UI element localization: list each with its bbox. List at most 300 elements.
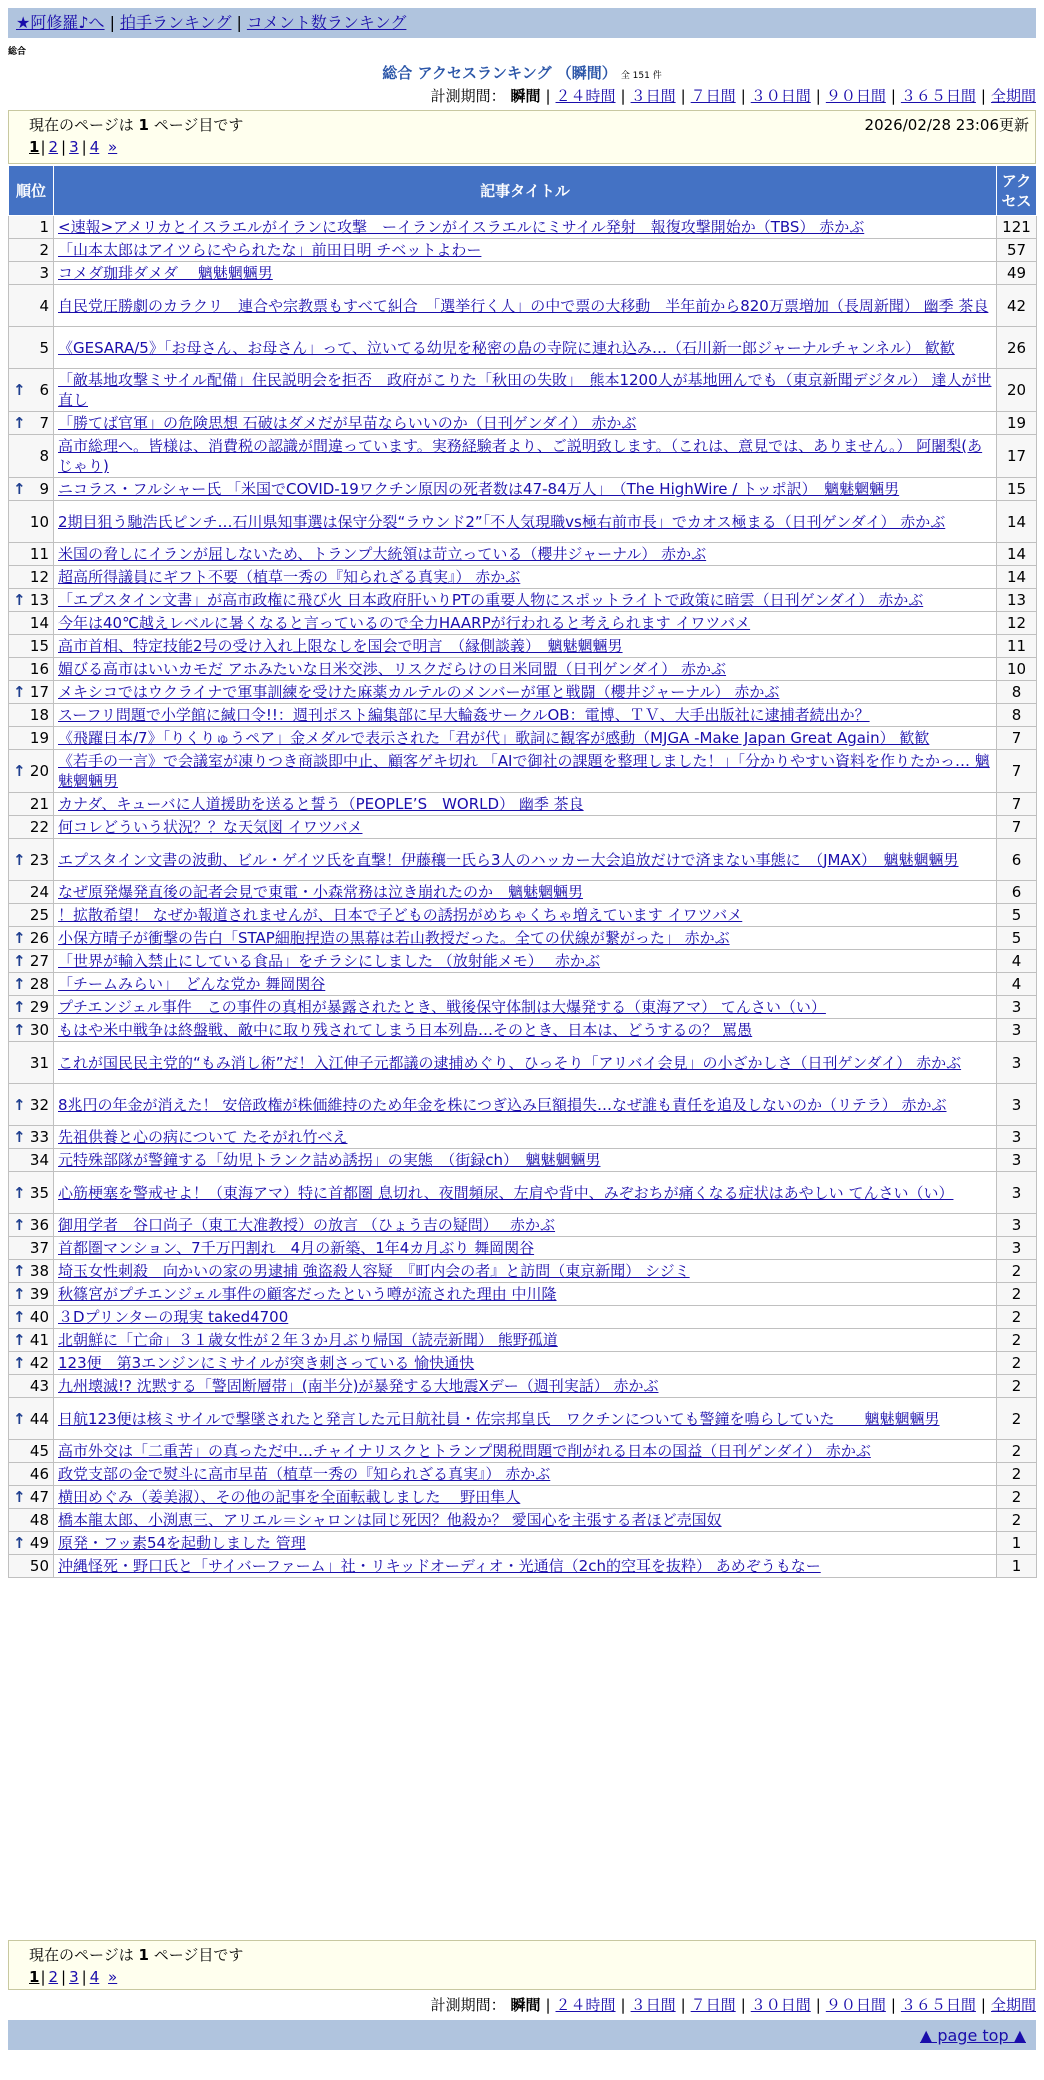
article-title-link[interactable]: ！拡散希望！ なぜか報道されませんが、日本で子どもの誘拐がめちゃくちゃ増えています イワツバメ [58, 906, 743, 924]
rank-number: 50 [29, 1557, 49, 1575]
table-row [9, 635, 1037, 658]
table-row [9, 881, 1037, 904]
rank-cell [9, 478, 54, 501]
rank-cell [9, 1352, 54, 1375]
article-title-link[interactable]: 「山本太郎はアイツらにやられたな」前田日明 チベットよわー [58, 241, 482, 259]
rank-column-header: 順位 [9, 166, 54, 216]
access-count: 2 [997, 1375, 1037, 1398]
title-cell [54, 501, 997, 543]
table-row [9, 1486, 1037, 1509]
rank-number: 41 [29, 1331, 49, 1349]
title-cell [54, 478, 997, 501]
access-count: 4 [997, 950, 1037, 973]
article-title-link[interactable]: 《GESARA/5》「お母さん、お母さん」って、泣いてる幼児を秘密の島の寺院に連れ込み…（石川新一郎ジャーナルチャンネル） 歓歓 [58, 338, 955, 357]
period-30d-link[interactable]: ３０日間 [750, 1996, 811, 2014]
updated-timestamp: 2026/02/28 23:06更新 [864, 116, 1029, 134]
table-row [9, 1306, 1037, 1329]
rank-cell [9, 1329, 54, 1352]
page-info-bottom [8, 1940, 1036, 1990]
article-title-link[interactable]: スーフリ問題で小学館に緘口令!!：週刊ポスト編集部に早大輪姦サークルOB：電博、ＴＶ、大手出版社に逮捕者続出か？ [58, 706, 870, 724]
title-cell [54, 704, 997, 727]
article-title-link[interactable]: 北朝鮮に「亡命」３１歳女性が２年３か月ぶり帰国（読売新聞） 熊野孤道 [58, 1331, 558, 1349]
up-arrow-icon: ↑ [13, 591, 26, 609]
pager-page-2[interactable]: 2 [48, 1968, 59, 1986]
rank-cell [9, 816, 54, 839]
access-count: 4 [997, 973, 1037, 996]
rank-number: 33 [29, 1128, 49, 1146]
title-cell [54, 216, 997, 239]
article-title-link[interactable]: 「チームみらい」 どんな党か 舞岡関谷 [58, 975, 326, 993]
article-title-link[interactable]: 《若手の一言》で会議室が凍りつき商談即中止、顧客ゲキ切れ 「AIで御社の課題を整理しました！」「分かりやすい資料を作りたかっ… 魑魅魍魎男 [58, 752, 990, 790]
rank-number: 37 [29, 1239, 49, 1257]
article-title-link[interactable]: 何コレどういう状況？？な天気図 イワツバメ [58, 818, 363, 836]
access-count: 10 [997, 658, 1037, 681]
rank-number: 12 [29, 568, 49, 586]
rank-cell [9, 927, 54, 950]
rank-number: 38 [29, 1262, 49, 1280]
table-row [9, 1463, 1037, 1486]
rank-number: 22 [29, 818, 49, 836]
rank-cell [9, 635, 54, 658]
table-row [9, 727, 1037, 750]
table-row [9, 1398, 1037, 1440]
rank-cell [9, 262, 54, 285]
up-arrow-icon: ↑ [13, 850, 26, 869]
title-cell [54, 1440, 997, 1463]
table-row [9, 704, 1037, 727]
title-cell [54, 1260, 997, 1283]
table-row [9, 1149, 1037, 1172]
rank-number: 47 [29, 1488, 49, 1506]
ranking-table [8, 165, 1037, 1578]
access-count: 57 [997, 239, 1037, 262]
title-cell [54, 589, 997, 612]
table-row [9, 543, 1037, 566]
title-cell [54, 635, 997, 658]
access-count: 3 [997, 996, 1037, 1019]
period-24h-link[interactable]: ２４時間 [555, 1996, 616, 2014]
title-cell [54, 1329, 997, 1352]
access-count: 7 [997, 750, 1037, 793]
article-title-link[interactable]: 米国の脅しにイランが屈しないため、トランプ大統領は苛立っている（櫻井ジャーナル） 赤かぶ [58, 545, 707, 563]
page-info-top [8, 110, 1036, 164]
table-row [9, 750, 1037, 793]
access-column-header: アクセス [997, 166, 1037, 216]
table-row [9, 1509, 1037, 1532]
title-cell [54, 1398, 997, 1440]
rank-cell [9, 839, 54, 881]
rank-number: 9 [39, 480, 49, 498]
rank-number: 39 [29, 1285, 49, 1303]
article-title-link[interactable]: 8兆円の年金が消えた！ 安倍政権が株価維持のため年金を株につぎ込み巨額損失…なぜ誰も責任を追及しないのか（リテラ） 赤かぶ [58, 1095, 947, 1114]
article-title-link[interactable]: メキシコではウクライナで軍事訓練を受けた麻薬カルテルのメンバーが軍と戦闘（櫻井ジャーナル） 赤かぶ [58, 683, 780, 701]
pager-page-3[interactable]: 3 [69, 138, 79, 156]
rank-number: 8 [39, 447, 49, 465]
access-count: 42 [997, 285, 1037, 327]
period-3d-link[interactable]: ３日間 [630, 1996, 676, 2014]
period-selector-bottom: 計測期間： 瞬間 | ２４時間 | ３日間 | ７日間 | ３０日間 | ９０日間 | ３６５日間 | 全期間 [430, 1996, 1036, 2014]
access-count: 26 [997, 327, 1037, 369]
access-count: 7 [997, 816, 1037, 839]
pager-page-3[interactable]: 3 [69, 1968, 79, 1986]
table-row [9, 793, 1037, 816]
pager-page-4[interactable]: 4 [89, 1968, 100, 1986]
article-title-link[interactable]: 高市外交は「二重苦」の真っただ中…チャイナリスクとトランプ関税問題で削がれる日本の国益（日刊ゲンダイ） 赤かぶ [58, 1442, 871, 1460]
rank-number: 5 [39, 338, 49, 357]
rank-cell [9, 793, 54, 816]
period-365d-link[interactable]: ３６５日間 [900, 1996, 976, 2014]
title-cell [54, 1283, 997, 1306]
article-title-link[interactable]: <速報>アメリカとイスラエルがイランに攻撃 ーイランがイスラエルにミサイル発射 報復攻撃開始か（TBS） 赤かぶ [58, 218, 865, 236]
article-title-link[interactable]: 御用学者 谷口尚子（東工大准教授）の放言 （ひょう吉の疑問） 赤かぶ [58, 1216, 556, 1234]
access-count: 14 [997, 501, 1037, 543]
up-arrow-icon: ↑ [13, 414, 26, 432]
table-row [9, 1260, 1037, 1283]
pager-page-2[interactable]: 2 [48, 138, 59, 156]
article-title-link[interactable]: コメダ珈琲ダメダ 魑魅魍魎男 [58, 264, 273, 282]
article-title-link[interactable]: なぜ原発爆発直後の記者会見で東電・小森常務は泣き崩れたのか 魑魅魍魎男 [58, 883, 584, 901]
rank-cell [9, 727, 54, 750]
up-arrow-icon: ↑ [13, 998, 26, 1016]
table-row [9, 216, 1037, 239]
rank-cell [9, 239, 54, 262]
article-title-link[interactable]: ３Dプリンターの現実 taked4700 [58, 1308, 289, 1326]
rank-number: 16 [29, 660, 49, 678]
rank-number: 15 [29, 637, 49, 655]
rank-cell [9, 589, 54, 612]
article-title-link[interactable]: 日航123便は核ミサイルで撃墜されたと発言した元日航社員・佐宗邦皇氏 ワクチンについても警鐘を鳴らしていた 魑魅魍魎男 [58, 1409, 940, 1428]
article-title-link[interactable]: 超高所得議員にギフト不要（植草一秀の『知られざる真実』） 赤かぶ [58, 568, 521, 586]
period-90d-link[interactable]: ９０日間 [825, 87, 886, 105]
period-label: 計測期間： [430, 87, 506, 105]
rank-number: 18 [29, 706, 49, 724]
period-90d-link[interactable]: ９０日間 [825, 1996, 886, 2014]
period-365d-link[interactable]: ３６５日間 [900, 87, 976, 105]
rank-number: 30 [29, 1021, 49, 1039]
rank-cell [9, 1260, 54, 1283]
access-count: 5 [997, 904, 1037, 927]
period-3d-link[interactable]: ３日間 [630, 87, 676, 105]
pager-bottom: 1| 2 | 3 | 4 » [29, 1968, 118, 1986]
up-arrow-icon: ↑ [13, 1409, 26, 1428]
rank-cell [9, 1042, 54, 1084]
article-title-link[interactable]: 先祖供養と心の病について たそがれ竹べえ [58, 1128, 348, 1146]
table-row [9, 412, 1037, 435]
rank-cell [9, 327, 54, 369]
rank-number: 10 [29, 512, 49, 531]
rank-number: 3 [39, 264, 49, 282]
period-24h-link[interactable]: ２４時間 [555, 87, 616, 105]
period-7d-link[interactable]: ７日間 [690, 87, 736, 105]
up-arrow-icon: ↑ [13, 381, 26, 399]
rank-number: 1 [39, 218, 49, 236]
article-title-link[interactable]: 123便 第3エンジンにミサイルが突き刺さっている 愉快通快 [58, 1354, 475, 1372]
comment-ranking-link[interactable]: コメント数ランキング [246, 13, 407, 32]
rank-number: 17 [29, 683, 49, 701]
access-count: 1 [997, 1532, 1037, 1555]
table-row [9, 369, 1037, 412]
period-current: 瞬間 [510, 1996, 541, 2014]
rank-number: 25 [29, 906, 49, 924]
access-count: 2 [997, 1486, 1037, 1509]
rank-cell [9, 543, 54, 566]
rank-cell [9, 1237, 54, 1260]
article-title-link[interactable]: 橋本龍太郎、小渕恵三、アリエル＝シャロンは同じ死因？他殺か？ 愛国心を主張する者ほど売国奴 [58, 1511, 722, 1529]
rank-number: 27 [29, 952, 49, 970]
article-title-link[interactable]: 今年は40℃越えレベルに暑くなると言っているので全力HAARPが行われると考えられます イワツバメ [58, 614, 751, 632]
access-count: 49 [997, 262, 1037, 285]
applause-ranking-link[interactable]: 拍手ランキング [119, 13, 232, 32]
article-title-link[interactable]: 「世界が輸入禁止にしている食品」をチラシにしました （放射能メモ） 赤かぶ [58, 952, 601, 970]
access-count: 3 [997, 1149, 1037, 1172]
table-row [9, 1283, 1037, 1306]
rank-cell [9, 973, 54, 996]
up-arrow-icon: ↑ [13, 1488, 26, 1506]
home-link[interactable]: ★阿修羅♪へ [16, 13, 105, 32]
rank-number: 21 [29, 795, 49, 813]
pager-current-page: 1 [29, 1968, 40, 1986]
rank-cell [9, 1532, 54, 1555]
rank-cell [9, 369, 54, 412]
access-count: 15 [997, 478, 1037, 501]
title-cell [54, 881, 997, 904]
access-count: 3 [997, 1237, 1037, 1260]
rank-cell [9, 1509, 54, 1532]
ranking-title: 総合 アクセスランキング （瞬間） [382, 64, 617, 82]
article-title-link[interactable]: 2期目狙う馳浩氏ピンチ…石川県知事選は保守分裂“ラウンド2”「不人気現職vs極右前市長」でカオス極まる（日刊ゲンダイ） 赤かぶ [58, 512, 946, 531]
table-row [9, 1084, 1037, 1126]
article-title-link[interactable]: エプスタイン文書の波動、ビル・ゲイツ氏を直撃！伊藤穰一氏ら3人のハッカー大会追放だけで済まない事態に （JMAX） 魑魅魍魎男 [58, 850, 959, 869]
article-title-link[interactable]: 元特殊部隊が警鐘する「幼児トランク詰め誘拐」の実態 （街録ch） 魑魅魍魎男 [58, 1151, 601, 1169]
rank-number: 13 [29, 591, 49, 609]
table-row [9, 501, 1037, 543]
up-arrow-icon: ↑ [13, 1128, 26, 1146]
table-row [9, 612, 1037, 635]
period-label: 計測期間： [430, 1996, 506, 2014]
page-status: 現在のページは 1 ページ目です [29, 116, 244, 134]
article-title-link[interactable]: 「敵基地攻撃ミサイル配備」住民説明会を拒否 政府がこりた「秋田の失敗」 熊本1200人が基地囲んでも（東京新聞デジタル） 達人が世直し [58, 371, 992, 409]
table-row [9, 1440, 1037, 1463]
access-count: 13 [997, 589, 1037, 612]
access-count: 3 [997, 1042, 1037, 1084]
up-arrow-icon: ↑ [13, 1262, 26, 1280]
title-cell [54, 1042, 997, 1084]
article-title-link[interactable]: 沖縄怪死・野口氏と「サイバーファーム」社・リキッドオーディオ・光通信（2ch的空耳を抜粋） あめぞうもなー [58, 1557, 821, 1575]
article-title-link[interactable]: 自民党圧勝劇のカラクリ 連合や宗教票もすべて糾合 「選挙行く人」の中で票の大移動 半年前から820万票増加（長周新聞） 幽季 茶良 [58, 296, 989, 315]
table-header-row [9, 166, 1037, 216]
rank-cell [9, 216, 54, 239]
rank-cell [9, 566, 54, 589]
access-count: 2 [997, 1329, 1037, 1352]
rank-cell [9, 1555, 54, 1578]
article-title-link[interactable]: 小保方晴子が衝撃の告白「STAP細胞捏造の黒幕は若山教授だった。全ての伏線が繋がった」 赤かぶ [58, 929, 730, 947]
table-row [9, 1126, 1037, 1149]
rank-number: 31 [29, 1053, 49, 1072]
title-cell [54, 750, 997, 793]
article-title-link[interactable]: 媚びる高市はいいカモだ アホみたいな日米交渉、リスクだらけの日米同盟（日刊ゲンダイ） 赤かぶ [58, 660, 727, 678]
table-row [9, 996, 1037, 1019]
access-count: 19 [997, 412, 1037, 435]
rank-number: 23 [29, 850, 49, 869]
rank-cell [9, 1486, 54, 1509]
period-all-link[interactable]: 全期間 [990, 87, 1036, 105]
rank-number: 36 [29, 1216, 49, 1234]
article-title-link[interactable]: 原発・フッ素54を起動しました 管理 [58, 1534, 306, 1552]
title-cell [54, 1532, 997, 1555]
title-cell [54, 658, 997, 681]
rank-cell [9, 904, 54, 927]
up-arrow-icon: ↑ [13, 1534, 26, 1552]
rank-number: 24 [29, 883, 49, 901]
table-row [9, 1214, 1037, 1237]
article-title-link[interactable]: 秋篠宮がプチエンジェル事件の顧客だったという噂が流された理由 中川隆 [58, 1285, 557, 1303]
article-title-link[interactable]: もはや米中戦争は終盤戦、敵中に取り残されてしまう日本列島…そのとき、日本は、どうするの？ 罵愚 [58, 1021, 753, 1039]
rank-number: 46 [29, 1465, 49, 1483]
rank-number: 28 [29, 975, 49, 993]
rank-cell [9, 1149, 54, 1172]
title-cell [54, 1084, 997, 1126]
rank-number: 26 [29, 929, 49, 947]
pager-next[interactable]: » [108, 138, 118, 156]
access-count: 2 [997, 1283, 1037, 1306]
article-title-link[interactable]: 九州壊滅!? 沈黙する「警固断層帯」(南半分)が暴発する大地震Xデー（週刊実話） 赤かぶ [58, 1377, 659, 1395]
article-title-link[interactable]: 《飛躍日本/7》「りくりゅうペア」金メダルで表示された「君が代」歌詞に観客が感動（MJGA -Make Japan Great Again） 歓歓 [58, 729, 930, 747]
top-nav-bar [8, 8, 1036, 38]
pager-page-4[interactable]: 4 [89, 138, 100, 156]
title-cell [54, 327, 997, 369]
up-arrow-icon: ↑ [13, 952, 26, 970]
access-count: 1 [997, 1555, 1037, 1578]
article-title-link[interactable]: 心筋梗塞を警戒せよ！（東海アマ）特に首都圏 息切れ、夜間頻尿、左肩や背中、みぞおちが痛くなる症状はあやしい てんさい（い） [58, 1183, 954, 1202]
pager-next[interactable]: » [108, 1968, 118, 1986]
title-cell [54, 1019, 997, 1042]
table-row [9, 239, 1037, 262]
article-title-link[interactable]: 首都圏マンション、7千万円割れ 4月の新築、1年4カ月ぶり 舞岡関谷 [58, 1239, 535, 1257]
access-count: 3 [997, 1084, 1037, 1126]
period-30d-link[interactable]: ３０日間 [750, 87, 811, 105]
rank-number: 35 [29, 1183, 49, 1202]
table-row [9, 681, 1037, 704]
rank-cell [9, 1283, 54, 1306]
access-count: 3 [997, 1214, 1037, 1237]
up-arrow-icon: ↑ [13, 1308, 26, 1326]
table-row [9, 435, 1037, 478]
period-all-link[interactable]: 全期間 [990, 1996, 1036, 2014]
access-count: 14 [997, 543, 1037, 566]
article-title-link[interactable]: 高市首相、特定技能2号の受け入れ上限なしを国会で明言 （縁側談義） 魑魅魍魎男 [58, 637, 623, 655]
period-selector-top: 計測期間： 瞬間 | ２４時間 | ３日間 | ７日間 | ３０日間 | ９０日間 | ３６５日間 | 全期間 [430, 87, 1036, 105]
section-label: 総合 [8, 47, 27, 57]
rank-cell [9, 612, 54, 635]
rank-cell [9, 950, 54, 973]
table-row [9, 566, 1037, 589]
rank-cell [9, 1375, 54, 1398]
rank-cell [9, 1084, 54, 1126]
access-count: 6 [997, 881, 1037, 904]
rank-cell [9, 658, 54, 681]
access-count: 2 [997, 1352, 1037, 1375]
article-title-link[interactable]: 「エプスタイン文書」が高市政権に飛び火 日本政府肝いりPTの重要人物にスポットライトで政策に暗雲（日刊ゲンダイ） 赤かぶ [58, 591, 924, 609]
pager-current-page: 1 [29, 138, 40, 156]
article-title-link[interactable]: ニコラス・フルシャー氏 「米国でCOVID-19ワクチン原因の死者数は47-84万人」 （The HighWire / トッポ訳） 魑魅魍魎男 [58, 480, 900, 498]
rank-number: 42 [29, 1354, 49, 1372]
article-title-link[interactable]: カナダ、キューバに人道援助を送ると誓う（PEOPLE’S WORLD） 幽季 茶良 [58, 795, 584, 813]
page-title [0, 62, 1044, 83]
article-title-link[interactable]: プチエンジェル事件 この事件の真相が暴露されたとき、戦後保守体制は大爆発する（東海アマ） てんさい（い） [58, 998, 826, 1016]
table-row [9, 327, 1037, 369]
rank-cell [9, 1126, 54, 1149]
title-cell [54, 1486, 997, 1509]
article-title-link[interactable]: 埼玉女性刺殺 向かいの家の男逮捕 強盗殺人容疑 『町内会の者』と訪問（東京新聞） シジミ [58, 1262, 690, 1280]
access-count: 8 [997, 704, 1037, 727]
up-arrow-icon: ↑ [13, 929, 26, 947]
page-top-link[interactable]: ▲ page top ▲ [919, 2026, 1026, 2045]
article-title-link[interactable]: これが国民民主党的“もみ消し術”だ！入江伸子元都議の逮捕めぐり、ひっそり「アリバイ会見」の小ざかしさ（日刊ゲンダイ） 赤かぶ [58, 1053, 962, 1072]
table-row [9, 478, 1037, 501]
title-cell [54, 566, 997, 589]
article-title-link[interactable]: 「勝てば官軍」の危険思想 石破はダメだが早苗ならいいのか（日刊ゲンダイ） 赤かぶ [58, 414, 637, 432]
rank-cell [9, 412, 54, 435]
article-title-link[interactable]: 政党支部の金で熨斗に高市早苗（植草一秀の『知られざる真実』） 赤かぶ [58, 1465, 551, 1483]
access-count: 6 [997, 839, 1037, 881]
title-cell [54, 1375, 997, 1398]
nav-separator: | [109, 13, 115, 32]
access-count: 7 [997, 793, 1037, 816]
table-row [9, 658, 1037, 681]
rank-number: 11 [29, 545, 49, 563]
rank-cell [9, 285, 54, 327]
pager-top: 1| 2 | 3 | 4 » [29, 138, 118, 156]
access-count: 2 [997, 1440, 1037, 1463]
rank-cell [9, 881, 54, 904]
table-row [9, 262, 1037, 285]
title-cell [54, 950, 997, 973]
total-count: 全 151 件 [620, 71, 662, 81]
table-row [9, 589, 1037, 612]
rank-cell [9, 996, 54, 1019]
access-count: 20 [997, 369, 1037, 412]
title-cell [54, 727, 997, 750]
bottom-bar [8, 2020, 1036, 2050]
access-count: 3 [997, 1019, 1037, 1042]
rank-cell [9, 681, 54, 704]
access-count: 2 [997, 1463, 1037, 1486]
title-cell [54, 285, 997, 327]
rank-cell [9, 1172, 54, 1214]
title-cell [54, 1237, 997, 1260]
up-arrow-icon: ↑ [13, 1095, 26, 1114]
up-arrow-icon: ↑ [13, 1354, 26, 1372]
table-row [9, 285, 1037, 327]
rank-cell [9, 1440, 54, 1463]
title-cell [54, 996, 997, 1019]
title-cell [54, 369, 997, 412]
period-7d-link[interactable]: ７日間 [690, 1996, 736, 2014]
rank-number: 29 [29, 998, 49, 1016]
up-arrow-icon: ↑ [13, 1021, 26, 1039]
rank-cell [9, 1398, 54, 1440]
rank-cell [9, 704, 54, 727]
table-row [9, 1329, 1037, 1352]
rank-number: 19 [29, 729, 49, 747]
title-cell [54, 1352, 997, 1375]
up-arrow-icon: ↑ [13, 1331, 26, 1349]
title-cell [54, 412, 997, 435]
title-cell [54, 1555, 997, 1578]
article-title-link[interactable]: 横田めぐみ（姜美淑）、その他の記事を全面転載しました 野田隼人 [58, 1488, 521, 1506]
article-title-link[interactable]: 高市総理へ。皆様は、消費税の認識が間違っています。実務経験者より、ご説明致します。（これは、意見では、ありません。） 阿闍梨(あじゃり) [58, 437, 983, 475]
title-cell [54, 839, 997, 881]
